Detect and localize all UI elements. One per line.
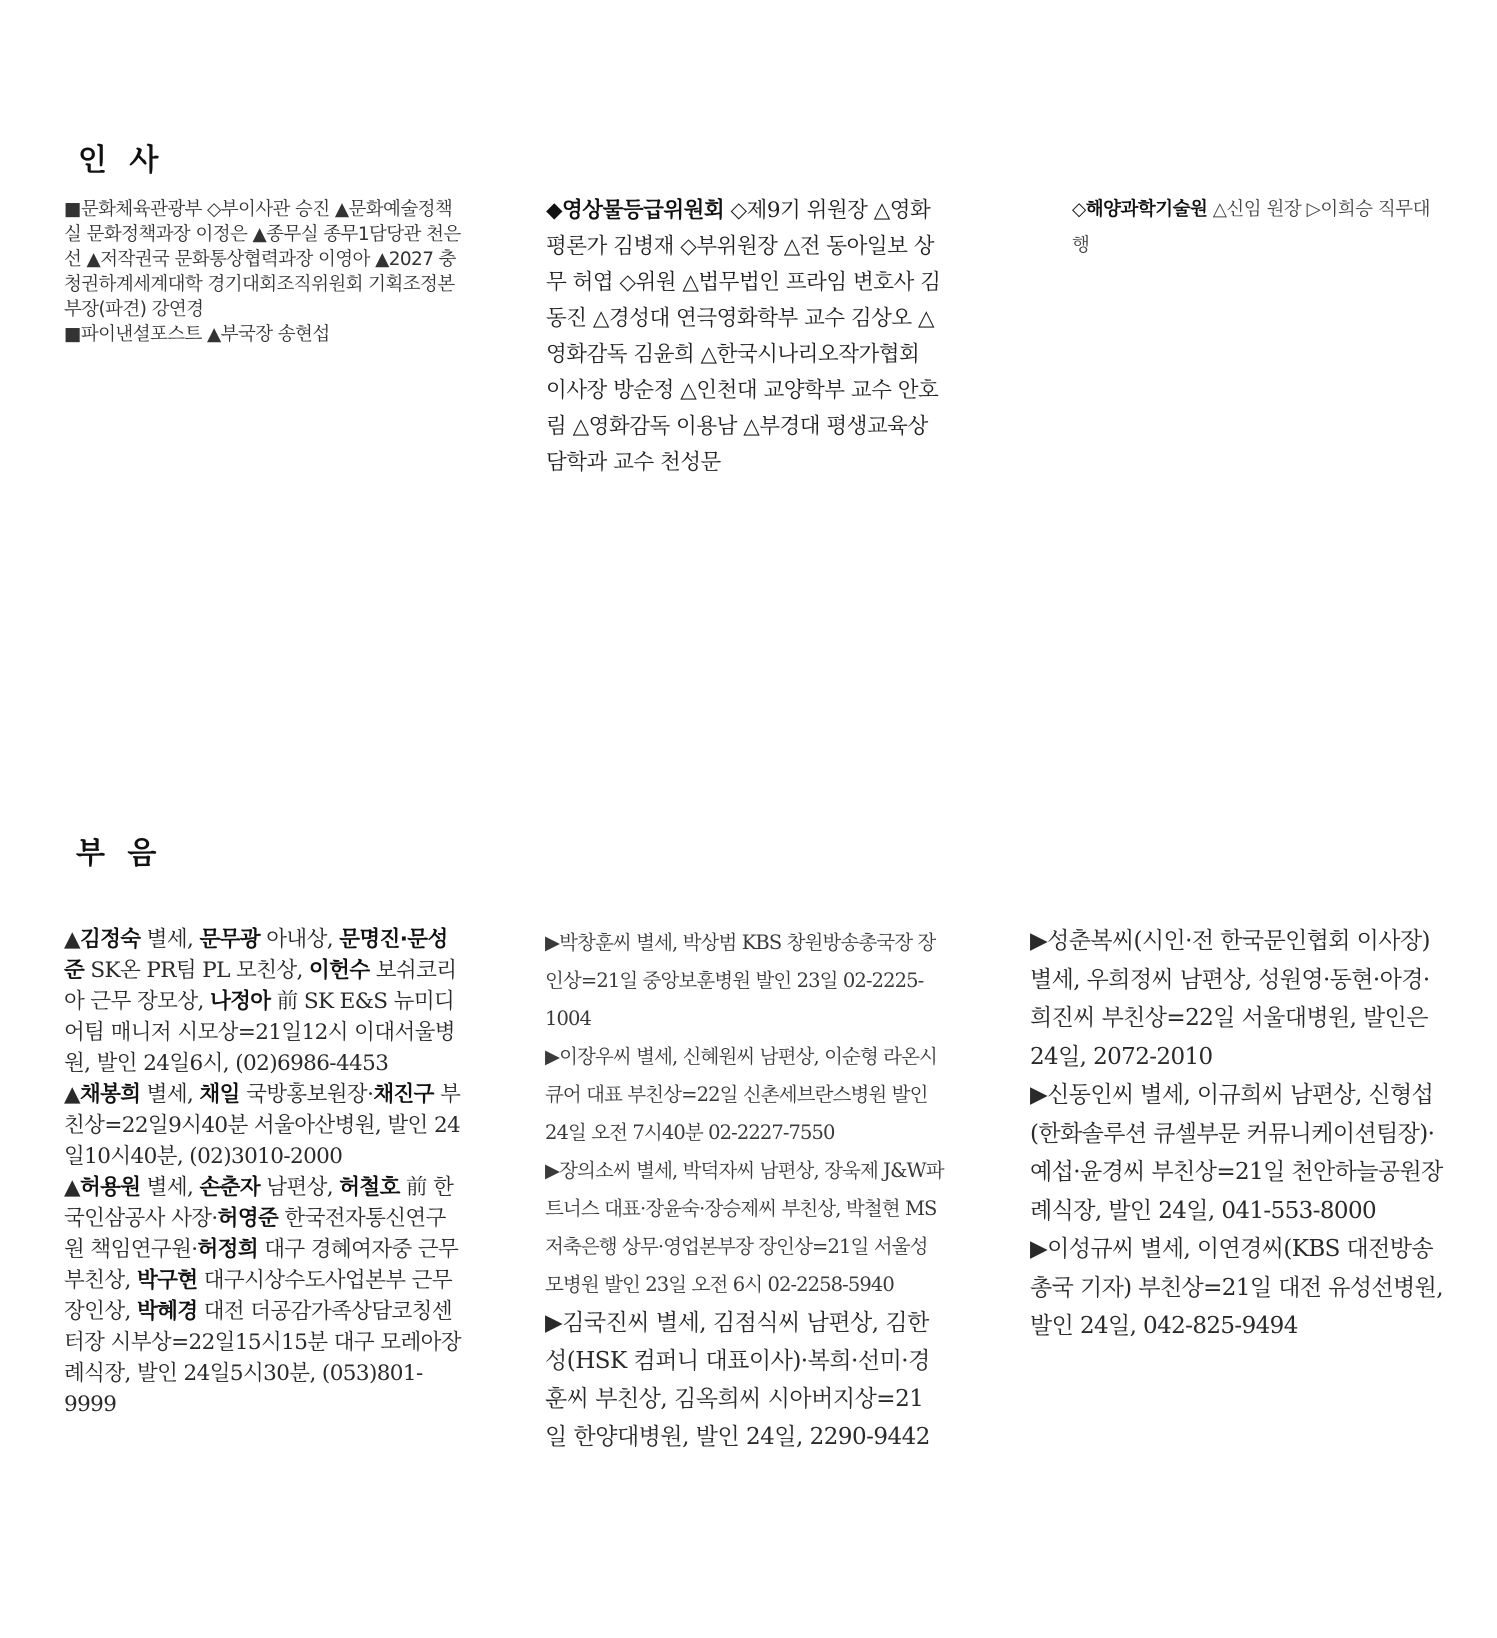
entry-text: 남편상, [260,1175,340,1200]
entry-text: 별세, [140,1082,200,1107]
obituary-entry: ▶이장우씨 별세, 신혜원씨 남편상, 이순형 라온시큐어 대표 부친상=22일 신촌세브란스병원 발인 24일 오전 7시40분 02-2227-7550 [545,1045,937,1144]
person-name: 박구현 [136,1268,198,1293]
entry-text: 국방홍보원장· [239,1082,374,1107]
obituary-entry [64,924,464,1079]
entry-text: ◇제9기 위원장 △영화평론가 김병재 ◇부위원장 △전 동아일보 상무 허엽 ◇위원 △법무법인 프라임 변호사 김동진 △경성대 연극영화학부 교수 김상오 △영화감독 김윤희 △한국시나리오작가협회 이사장 방순정 △인천대 교양학부 교수 안호림 △영화감독 이용남 △부경대 평생교육상담학과 교수 천성문 [546,198,941,475]
entry-text: ▲ [64,1175,80,1200]
personnel-financial-post: ■파이낸셜포스트 ▲부국장 송현섭 [64,324,330,345]
person-name: 허철호 [339,1175,400,1200]
personnel-ministry-culture: ■문화체육관광부 ◇부이사관 승진 ▲문화예술정책실 문화정책과장 이정은 ▲종무실 종무1담당관 천은선 ▲저작권국 문화통상협력과장 이영아 ▲2027 충청권하계세계대학 경기대회조직위원회 기획조정본부장(파견) 강연경 [64,199,461,320]
org-name: ◇해양과학기술원 [1072,199,1208,220]
person-name: 채일 [199,1082,240,1107]
entry-text: 보쉬코리아 근무 장모상, [64,958,457,1014]
entry-text: SK온 PR팀 PL 모친상, [84,958,310,983]
entry-text: 前 SK E&S 뉴미디어팀 매니저 시모상=21일12시 이대서울병원, 발인 24일6시, (02)6986-4453 [64,989,455,1076]
obituary-column-2 [545,924,945,1456]
entry-text: 대구 경혜여자중 근무 부친상, [64,1237,459,1293]
entry-text: 별세, [140,1175,200,1200]
entry-text: 부친상=22일9시40분 서울아산병원, 발인 24일10시40분, (02)3010-2000 [64,1082,461,1169]
obituary-entry: ▶장의소씨 별세, 박덕자씨 남편상, 장욱제 J&W파트너스 대표·장윤숙·장승제씨 부친상, 박철현 MS저축은행 상무·영업본부장 장인상=21일 서울성모병원 발인 23일 오전 6시 02-2258-5940 [545,1159,944,1296]
entry-text: ▲ [64,1082,80,1107]
obituary-heading: 부 음 [76,836,163,871]
person-name: 채진구 [373,1082,434,1107]
obituary-entry [64,1079,464,1172]
entry-text: ▲ [64,927,80,952]
person-name: 이헌수 [309,958,370,983]
person-name: 김정숙 [79,927,141,952]
personnel-heading: 인 사 [78,143,165,178]
personnel-media-rating-board [546,193,941,481]
obituary-entry [64,1172,464,1420]
entry-text: △신임 원장 ▷이희승 직무대행 [1072,199,1431,256]
person-name: 채봉희 [79,1082,141,1107]
org-name: ◆영상물등급위원회 [546,198,725,223]
personnel-column-3 [1042,192,1442,264]
person-name: 허용원 [79,1175,141,1200]
entry-text: 별세, [140,927,200,952]
person-name: 나정아 [209,989,271,1014]
personnel-ocean-science-institute [1042,192,1442,264]
obituary-entry: ▶성춘복씨(시인·전 한국문인협회 이사장) 별세, 우희정씨 남편상, 성원영·동현·아경·희진씨 부친상=22일 서울대병원, 발인은 24일, 2072-2010 [1030,928,1430,1070]
obituary-entry: ▶박창훈씨 별세, 박상범 KBS 창원방송총국장 장인상=21일 중앙보훈병원 발인 23일 02-2225-1004 [545,931,936,1030]
obituary-column-3 [1030,922,1450,1346]
entry-text: 대전 더공감가족상담코칭센터장 시부상=22일15시15분 대구 모레아장례식장, 발인 24일5시30분, (053)801-9999 [64,1299,461,1417]
person-name: 허정희 [197,1237,258,1262]
person-name: 문무광 [199,927,261,952]
entry-text: 대구시상수도사업본부 근무 장인상, [64,1268,452,1324]
person-name: 박혜경 [136,1299,198,1324]
person-name: 허영준 [217,1206,279,1231]
obituary-entry: ▶신동인씨 별세, 이규희씨 남편상, 신형섭(한화솔루션 큐셀부문 커뮤니케이션팀장)·예섭·윤경씨 부친상=21일 천안하늘공원장례식장, 발인 24일, 041-553-8000 [1030,1082,1443,1224]
person-name: 문명진·문성준 [64,927,448,983]
obituary-column-1 [64,924,464,1420]
obituary-entry: ▶이성규씨 별세, 이연경씨(KBS 대전방송총국 기자) 부친상=21일 대전 유성선병원, 발인 24일, 042-825-9494 [1030,1236,1443,1339]
entry-text: 아내상, [260,927,340,952]
personnel-column-2 [546,193,941,481]
person-name: 손춘자 [199,1175,261,1200]
obituary-entry: ▶김국진씨 별세, 김점식씨 남편상, 김한성(HSK 컴퍼니 대표이사)·복희·선미·경훈씨 부친상, 김옥희씨 시아버지상=21일 한양대병원, 발인 24일, 2290-9442 [545,1310,930,1450]
entry-text: 한국전자통신연구원 책임연구원· [64,1206,446,1262]
personnel-column-1 [64,197,469,347]
entry-text: 前 한국인삼공사 사장· [64,1175,454,1231]
